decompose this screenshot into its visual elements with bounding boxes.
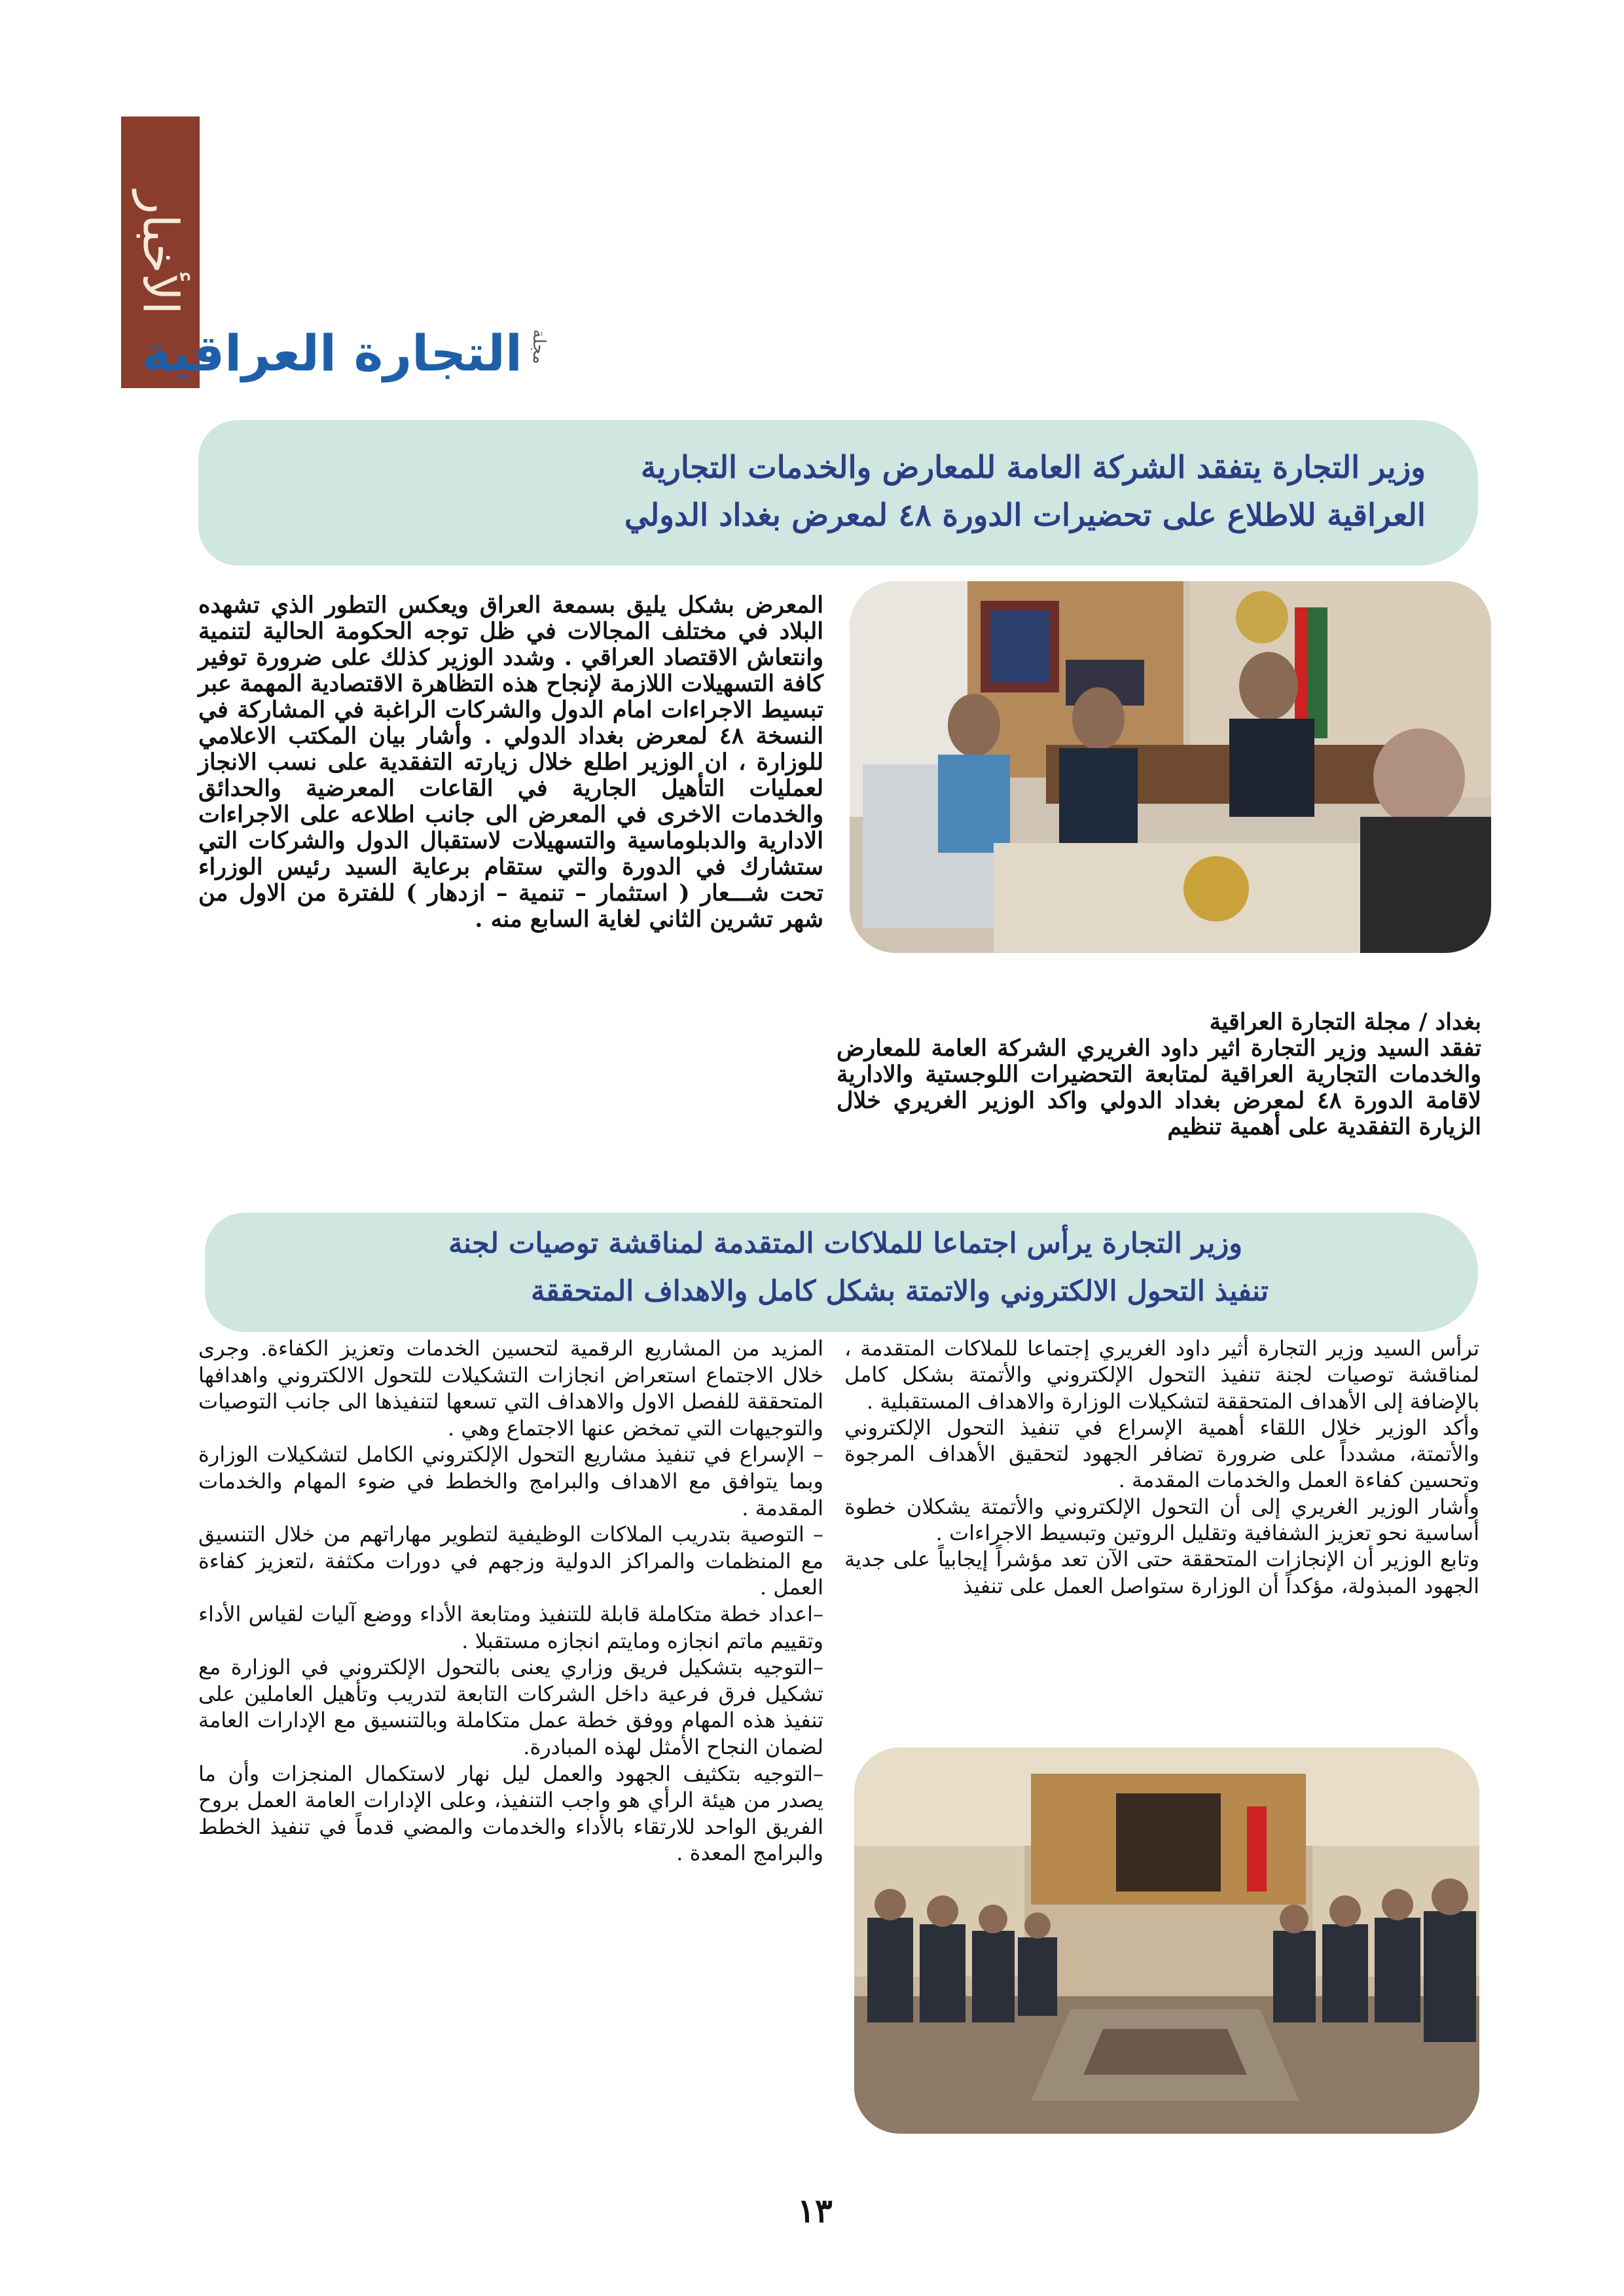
article2-left-paragraph: – التوصية بتدريب الملاكات الوظيفية لتطوير مهاراتهم من خلال التنسيق مع المنظمات والمراكز الدولية وزجهم في دورات مكثفة ،لتعزيز كفاءة العمل . (198, 1522, 824, 1600)
article2-left-paragraph: – الإسراع في تنفيذ مشاريع التحول الإلكتروني الكامل لتشكيلات الوزارة وبما يتوافق مع الاهداف والبرامج والخطط في ضوء المهام والخدمات المقدمة . (198, 1442, 823, 1520)
article2-left-paragraph: –اعداد خطة متكاملة قابلة للتنفيذ ومتابعة الأداء ووضع آليات لقياس الأداء وتقييم ماتم انجازه ومايتم انجازه مستقبلا . (198, 1601, 824, 1653)
magazine-logo (141, 324, 549, 393)
article2-right-paragraph: وأكد الوزير خلال اللقاء أهمية الإسراع في تنفيذ التحول الإلكتروني والأتمتة، مشدداً على ضرورة تضافر الجهود لتحقيق الأهداف المرجوة وتحسين كفاءة العمل والخدمات المقدمة . (844, 1414, 1480, 1493)
article1-title-line1: وزير التجارة يتفقد الشركة العامة للمعارض والخدمات التجارية (640, 450, 1426, 486)
article2-right-paragraph: وتابع الوزير أن الإنجازات المتحققة حتى الآن تعد مؤشراً إيجابياً على جدية الجهود المبذولة، مؤكداً أن الوزارة ستواصل العمل على تنفيذ (844, 1547, 1479, 1598)
article1-title-banner (198, 420, 1478, 565)
article1-right-text: تفقد السيد وزير التجارة اثير داود الغريري الشركة العامة للمعارض والخدمات التجارية العراقية لمتابعة التحضيرات اللوجستية والادارية لاقامة الدورة ٤٨ لمعرض بغداد الدولي واكد الوزير الغريري خلال الزيارة التفقدية على أهمية تنظيم (837, 1035, 1482, 1140)
magazine-name: التجارة العراقية (141, 324, 522, 382)
article1-title-line2: العراقية للاطلاع على تحضيرات الدورة ٤٨ لمعرض بغداد الدولي (624, 497, 1426, 533)
article2-title-banner (205, 1213, 1478, 1332)
page-number: ١٣ (797, 2191, 833, 2230)
article2-right-paragraph: وأشار الوزير الغريري إلى أن التحول الإلكتروني والأتمتة يشكلان خطوة أساسية نحو تعزيز الشفافية وتقليل الروتين وتبسيط الاجراءات . (844, 1494, 1480, 1546)
article2-right-paragraph: ترأس السيد وزير التجارة أثير داود الغريري إجتماعا للملاكات المتقدمة ، لمناقشة توصيات لجنة تنفيذ التحول الإلكتروني والأتمتة بشكل كامل بالإضافة إلى الأهداف المتحققة لتشكيلات الوزارة والاهداف المستقبلية . (844, 1336, 1479, 1414)
magazine-label: مجلة (529, 329, 549, 365)
section-tab-label: الأخبار (132, 190, 189, 315)
article1-photo-office-meeting (850, 581, 1491, 953)
article2-left-paragraph: –التوجيه بتشكيل فريق وزاري يعنى بالتحول الإلكتروني في الوزارة مع تشكيل فرق فرعية داخل الشركات التابعة لتدريب وتأهيل العاملين على تنفيذ هذه المهام ووفق خطة عمل متكاملة وبالتنسيق مع الإدارات العامة لضمان النجاح الأمثل لهذه المبادرة. (198, 1655, 824, 1759)
article2-left-paragraph: –التوجيه بتكثيف الجهود والعمل ليل نهار لاستكمال المنجزات وأن ما يصدر من هيئة الرأي هو واجب التنفيذ، وعلى الإدارات العامة العمل بروح الفريق الواحد للارتقاء بالأداء والخدمات والمضي قدماً في تنفيذ الخطط والبرامج المعدة . (198, 1761, 824, 1866)
article2-photo-meeting-room (854, 1748, 1479, 2134)
article1-dateline: بغداد / مجلة التجارة العراقية (1209, 1009, 1481, 1035)
article2-left-paragraph: المزيد من المشاريع الرقمية لتحسين الخدمات وتعزيز الكفاءة. وجرى خلال الاجتماع استعراض انجازات التشكيلات للتحول الالكتروني واهدافها المتحققة للفصل الاول والاهداف التي تسعها لتنفيذها الى جانب التوصيات والتوجيهات التي تمخض عنها الاجتماع وهي . (198, 1336, 824, 1441)
article1-body-right-column (837, 1009, 1481, 1140)
article1-left-text: المعرض بشكل يليق بسمعة العراق ويعكس التطور الذي تشهده البلاد في مختلف المجالات في ظل توجه الحكومة الحالية لتنمية وانتعاش الاقتصاد العراقي . وشدد الوزير كذلك على ضرورة توفير كافة التسهيلات اللازمة لإنجاح هذه التظاهرة الاقتصادية المهمة عبر تبسيط الاجراءات امام الدول والشركات الراغبة في المشاركة في النسخة ٤٨ لمعرض بغداد الدولي . وأشار بيان المكتب الاعلامي للوزارة ، ان الوزير اطلع خلال زيارته التفقدية على نسب الانجاز لعمليات التأهيل الجارية في القاعات المعرضية والحدائق والخدمات الاخرى في المعرض الى جانب اطلاعه على الاجراءات الادارية والدبلوماسية والتسهيلات لاستقبال الدول والشركات التي ستشارك في الدورة والتي ستقام برعاية السيد رئيس الوزراء تحت شـــعار ( استثمار – تنمية – ازدهار ) للفترة من الاول من شهر تشرين الثاني لغاية السابع منه . (198, 592, 824, 933)
article2-body-right-column (844, 1335, 1479, 1599)
article2-body-left-column (198, 1335, 823, 1867)
article2-title-line1: وزير التجارة يرأس اجتماعا للملاكات المتقدمة لمناقشة توصيات لجنة (448, 1227, 1242, 1260)
article1-body-left-column (198, 592, 823, 933)
article2-title-line2: تنفيذ التحول الالكتروني والاتمتة بشكل كامل والاهداف المتحققة (531, 1275, 1269, 1308)
